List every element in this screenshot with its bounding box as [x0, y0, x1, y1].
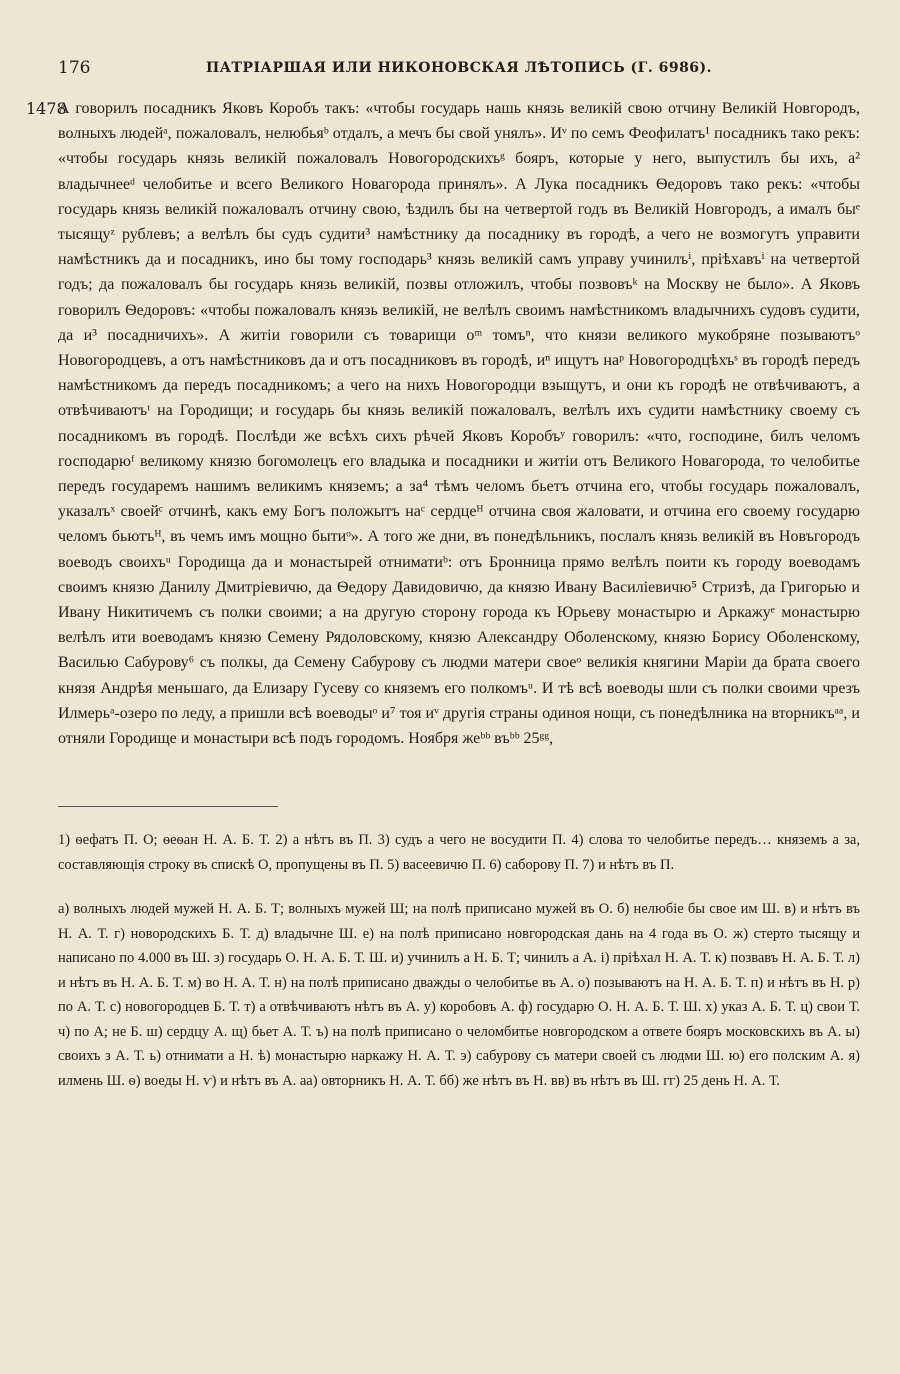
main-text-block: [26, 96, 860, 751]
page-header: [58, 58, 860, 82]
footnote-divider: [58, 806, 278, 807]
footnotes: [58, 828, 860, 1113]
page-number: 176: [58, 58, 91, 78]
lettered-footnotes: а) волныхъ людей мужей Н. А. Б. Т; волныхъ мужей Ш; на полѣ приписано мужей въ О. б) нелюбіе бы свое им Ш. в) и нѣтъ въ Н. А. Т. г) новородскихъ Б. Т. д) владычне Ш. е) на полѣ приписано новгородская дань на 4 года въ О. ж) стерто тысящу и написано по 4.000 въ Ш. з) государь О. Н. А. Б. Т. Ш. и) учинилъ а Н. Б. Т; чинилъ а А. і) пріѣхал Н. А. Т. к) позвавъ Н. А. Б. Т. л) и нѣтъ въ Н. А. Б. Т. м) во Н. А. Т. н) на полѣ приписано дважды о челобитье въ А. о) позываютъ на Н. А. Б. Т. п) и нѣтъ въ Н. р) по А. Т. с) новогородцев Б. Т. т) а отвѣчиваютъ нѣтъ въ А. у) коробовъ А. ф) государю О. Н. А. Б. Т. Ш. х) указ А. Б. Т. ц) свои Т. ч) по А; не Б. ш) сердцу А. щ) бьет А. Т. ъ) на полѣ приписано о челомбитье новгородском а ответе бояръ московскихъ въ А. ы) своихъ з А. Т. ь) отнимати а Н. ѣ) монастырю наркажу Н. А. Т. э) сабурову съ матери своей съ людми Ш. ю) его полским А. я) илмень Ш. ѳ) воеды Н. ѵ) и нѣтъ въ А. аа) овторникъ Н. А. Т. бб) же нѣтъ въ Н. вв) въ нѣтъ въ Ш. гг) 25 день Н. А. Т.: [58, 901, 860, 1089]
year-margin-note: 1478: [26, 99, 67, 118]
numeric-footnotes: 1) ѳефатъ П. О; ѳеѳан Н. А. Б. Т. 2) а нѣтъ въ П. 3) судъ а чего не восудити П. 4) слова то челобитье передъ… княземъ а за, составляющія строку въ спискѣ О, пропущены въ П. 5) васеевичю П. 6) саборову П. 7) и нѣтъ въ П.: [58, 832, 860, 873]
chronicle-text: А говорилъ посадникъ Яковъ Коробъ такъ: «чтобы государь нашь князь великій свою отчину Великій Новгородъ, волныхъ людейᵃ, пожаловалъ, нелюбьяᵇ отдалъ, а мечъ бы свой унялъ». Иᵛ по семъ Феофилатъ¹ посадникъ тако рекъ: «чтобы государь князь великій пожаловалъ Новогородскихъᵍ бояръ, которые у него, выпустилъ бы ихъ, а² владычнееᵈ челобитье и всего Великого Новагорода принялъ». А Лука посадникъ Ѳедоровъ тако рекъ: «чтобы государь князь великій пожаловалъ отчину свою, ѣздилъ бы на четвертой годъ въ Великій Новгородъ, а ималъ быᵉ тысящуᶻ рублевъ; а велѣлъ бы судъ судити³ намѣстнику да посаднику въ городѣ, а чего не возмогутъ управити намѣстникъ да и посадникъ, ино бы тому господарь³ князь великій самъ управу учинилъⁱ, пріѣхавъⁱ на четвертой годъ; да пожаловалъ бы государь князь великій, позвы отложилъ, чтобы позвовъᵏ на Москву не было». А Яковъ говорилъ Ѳедоровъ: «чтобы пожаловалъ князь великій, не велѣлъ своимъ намѣстникомъ владычнихъ судовъ судити, да и³ посадничихъ». А житіи говорили съ товарищи оᵐ томъⁿ, что князи великого мукобряне позываютъᵒ Новогородцевъ, а отъ намѣстниковъ да и отъ посадниковъ въ городѣ, иⁿ ищутъ наᵖ Новогородцѣхъˢ въ городѣ передъ намѣстникомъ да передъ посадникомъ; а чего на нихъ Новогородци взыщутъ, и они къ городѣ не отвѣчиваютъ, а отвѣчиваютъᵗ на Городищи; и государь бы князь великій пожаловалъ, велѣлъ ихъ судити намѣстнику своему съ посадникомъ въ городѣ. Послѣди же всѣхъ сихъ рѣчей Яковъ Коробъʸ говорилъ: «что, господине, билъ челомъ господарюᶠ великому князю богомолецъ его владыка и посадники и житіи отъ Великого Новагорода, то челобитье передъ государемъ нашимъ великимъ княземъ; а за⁴ тѣмъ челомъ бьетъ отчина его, чтобы государь пожаловалъ, указалъˣ своейᶜ отчинѣ, какъ ему Богъ положытъ наᶜ сердцеᴴ отчина своя жаловати, и отчина его своему государю челомъ бьютъᴴ, въ чемъ имъ мощно бытиᵒ». А того же дни, въ понедѣльникъ, послалъ князь великій въ Новъгородъ воеводъ своихъᵘ Городища да и монастырей отниматиᵇ: отъ Бронница прямо велѣлъ поити къ городу воеводамъ своимъ князю Данилу Дмитріевичю, да Ѳедору Давидовичю, да князю Ивану Василіевичю⁵ Стризѣ, да Григорью и Ивану Никитичемъ съ полки своими; а на другую сторону города къ Юрьеву монастырю и Аркажуᵉ монастырю велѣлъ ити воеводамъ князю Семену Рядоловскому, князю Александру Оболенскому, князю Борису Оболенскому, Василью Сабурову⁶ съ полкы, да Семену Сабурову съ людми матери своеᵒ великія княгини Маріи да брата своего князя Андрѣя меньшаго, да Елизару Гусеву со княземъ его полкомъᵘ. И тѣ всѣ воеводы шли съ полки своими чрезъ Илмерьᵃ-озеро по леду, а пришли всѣ воеводыᵒ и⁷ тоя иᵛ другія страны одиноя нощи, съ понедѣлника на вторникъᵃᵃ, и отняли Городище и монастыри всѣ подъ городомъ. Ноября жеᵇᵇ въᵇᵇ 25ᵍᵍ,: [58, 100, 860, 748]
running-title: ПАТРІАРШАЯ ИЛИ НИКОНОВСКАЯ ЛѢТОПИСЬ (Г. 6986).: [205, 60, 713, 76]
